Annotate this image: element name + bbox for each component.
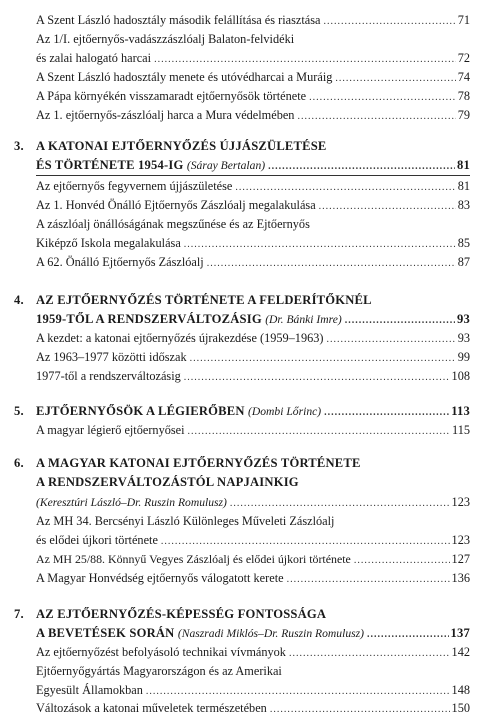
entry-title: A Magyar Honvédség ejtőernyős válogatott kerete: [36, 571, 284, 585]
leader-dots: [184, 236, 456, 253]
toc-entry[interactable]: [36, 69, 470, 86]
page-number: 87: [457, 255, 470, 269]
page-number: 71: [457, 13, 470, 27]
section-number: 6.: [14, 456, 24, 470]
section-number: 3.: [14, 139, 24, 153]
section-heading-line[interactable]: [14, 157, 470, 174]
entry-title: A kezdet: a katonai ejtőernyőzés újrakezdése (1959–1963): [36, 331, 324, 345]
page-number: 74: [457, 70, 470, 84]
page-number: 136: [451, 571, 470, 585]
leader-dots: [270, 701, 450, 718]
entry-title: A zászlóalj önállóságának megszűnése és az Ejtőernyős: [36, 217, 310, 231]
leader-dots: [327, 331, 456, 348]
section-number: 5.: [14, 404, 24, 418]
section-heading-line[interactable]: [14, 311, 470, 328]
entry-title: Az 1963–1977 közötti időszak: [36, 350, 187, 364]
section-author: (Dombi Lőrinc): [248, 405, 322, 418]
toc-entry[interactable]: [36, 12, 470, 29]
section-heading[interactable]: [14, 403, 470, 420]
toc-entry[interactable]: [36, 88, 470, 105]
leader-dots: [235, 179, 455, 196]
page-number: 127: [451, 552, 470, 566]
page-number: 79: [457, 108, 470, 122]
section-title: A RENDSZERVÁLTOZÁSTÓL NAPJAINKIG: [36, 475, 299, 489]
leader-dots: [188, 423, 450, 440]
section-author: (Naszradi Miklós–Dr. Ruszin Romulusz): [177, 627, 364, 640]
section-author: (Sáray Bertalan): [186, 159, 266, 172]
entry-title: Az 1/I. ejtőernyős-vadászzászlóalj Balaton-felvidéki: [36, 32, 295, 46]
page-number: 150: [451, 701, 470, 715]
section-title: A KATONAI EJTŐERNYŐZÉS ÚJJÁSZÜLETÉSE: [36, 139, 327, 153]
toc-entry[interactable]: [36, 570, 470, 587]
toc-entry[interactable]: [36, 368, 470, 385]
entry-title: Változások a katonai műveletek természetében: [36, 701, 267, 715]
section-title: ÉS TÖRTÉNETE 1954-IG: [36, 158, 184, 172]
leader-dots: [319, 198, 456, 215]
page-number: 78: [457, 89, 470, 103]
entry-title: Kiképző Iskola megalakulása: [36, 236, 181, 250]
toc-entry[interactable]: [36, 700, 470, 717]
leader-dots: [190, 350, 456, 367]
entry-title: A Szent László hadosztály menete és utóvédharcai a Muráig: [36, 70, 333, 84]
entry-title: Egyesült Államokban: [36, 683, 143, 697]
entry-title: A magyar légierő ejtőernyősei: [36, 423, 185, 437]
entry-title: A Szent László hadosztály második felállítása és riasztása: [36, 13, 321, 27]
section-author: (Dr. Bánki Imre): [265, 313, 342, 326]
toc-entry[interactable]: [36, 682, 470, 699]
page-number: 72: [457, 51, 470, 65]
leader-dots: [335, 70, 455, 87]
page-number: 83: [457, 198, 470, 212]
leader-dots: [297, 108, 455, 125]
toc-entry[interactable]: [36, 663, 470, 680]
page-number: 148: [451, 683, 470, 697]
section-author: (Keresztúri László–Dr. Ruszin Romulusz): [36, 496, 227, 509]
toc-entry[interactable]: [36, 235, 470, 252]
section-title: 1959-TŐL A RENDSZERVÁLTOZÁSIG: [36, 312, 262, 326]
toc-entry[interactable]: [36, 349, 470, 366]
page-number: 93: [457, 312, 470, 326]
page-number: 142: [451, 645, 470, 659]
section-title: A MAGYAR KATONAI EJTŐERNYŐZÉS TÖRTÉNETE: [36, 456, 361, 470]
leader-dots: [324, 404, 449, 421]
leader-dots: [184, 369, 450, 386]
page-number: 113: [451, 404, 470, 418]
leader-dots: [207, 255, 456, 272]
entry-title: A Pápa környékén visszamaradt ejtőernyősök története: [36, 89, 307, 103]
page-number: 81: [457, 158, 470, 172]
section-heading-line[interactable]: [14, 474, 470, 491]
page-number: 81: [457, 179, 470, 193]
toc-entry[interactable]: [36, 330, 470, 347]
entry-title: Az ejtőernyőzést befolyásoló technikai vívmányok: [36, 645, 286, 659]
toc-entry[interactable]: [36, 254, 470, 271]
leader-dots: [345, 312, 455, 329]
page-number: 99: [457, 350, 470, 364]
leader-dots: [309, 89, 456, 106]
toc-entry[interactable]: [36, 178, 470, 195]
entry-title: Az MH 34. Bercsényi László Különleges Műveleti Zászlóalj: [36, 514, 335, 528]
section-heading[interactable]: [14, 606, 470, 623]
page-number: 85: [457, 236, 470, 250]
leader-dots: [367, 626, 449, 643]
leader-dots: [146, 683, 450, 700]
leader-dots: [161, 533, 450, 550]
page-number: 123: [451, 495, 470, 509]
section-heading[interactable]: [14, 292, 470, 309]
section-heading-line[interactable]: [14, 625, 470, 642]
toc-entry[interactable]: [36, 644, 470, 661]
toc-entry[interactable]: [36, 31, 470, 48]
heading-underline: [36, 175, 470, 176]
section-number: 7.: [14, 607, 24, 621]
page-number: 93: [457, 331, 470, 345]
entry-title: Az MH 25/88. Könnyű Vegyes Zászlóalj és elődei újkori története: [36, 552, 351, 566]
page-number: 123: [451, 533, 470, 547]
toc-entry[interactable]: [36, 50, 470, 67]
page-number: 108: [451, 369, 470, 383]
leader-dots: [268, 158, 455, 175]
toc-entry[interactable]: [36, 494, 470, 511]
section-title: AZ EJTŐERNYŐZÉS-KÉPESSÉG FONTOSSÁGA: [36, 607, 327, 621]
leader-dots: [230, 495, 450, 512]
leader-dots: [287, 571, 450, 588]
section-title: AZ EJTŐERNYŐZÉS TÖRTÉNETE A FELDERÍTŐKNÉL: [36, 293, 372, 307]
section-title: A BEVETÉSEK SORÁN: [36, 626, 175, 640]
section-title: EJTŐERNYŐSÖK A LÉGIERŐBEN: [36, 404, 245, 418]
toc-entry[interactable]: [36, 197, 470, 214]
leader-dots: [323, 13, 455, 30]
entry-title: és elődei újkori története: [36, 533, 158, 547]
toc-entry[interactable]: [36, 216, 470, 233]
page-number: 137: [450, 626, 470, 640]
toc-entry[interactable]: [36, 551, 470, 568]
entry-title: 1977-től a rendszerváltozásig: [36, 369, 181, 383]
entry-title: Az 1. ejtőernyős-zászlóalj harca a Mura védelmében: [36, 108, 295, 122]
page-number: 115: [452, 423, 470, 437]
leader-dots: [354, 552, 450, 569]
leader-dots: [154, 51, 456, 68]
toc-entry[interactable]: [36, 107, 470, 124]
section-heading[interactable]: [14, 455, 470, 472]
section-number: 4.: [14, 293, 24, 307]
toc-entry[interactable]: [36, 422, 470, 439]
leader-dots: [289, 645, 450, 662]
entry-title: A 62. Önálló Ejtőernyős Zászlóalj: [36, 255, 204, 269]
section-heading[interactable]: [14, 138, 470, 155]
toc-entry[interactable]: [36, 532, 470, 549]
entry-title: Ejtőernyőgyártás Magyarországon és az Amerikai: [36, 664, 282, 678]
entry-title: és zalai halogató harcai: [36, 51, 152, 65]
entry-title: Az 1. Honvéd Önálló Ejtőernyős Zászlóalj megalakulása: [36, 198, 316, 212]
entry-title: Az ejtőernyős fegyvernem újjászületése: [36, 179, 233, 193]
toc-entry[interactable]: [36, 513, 470, 530]
